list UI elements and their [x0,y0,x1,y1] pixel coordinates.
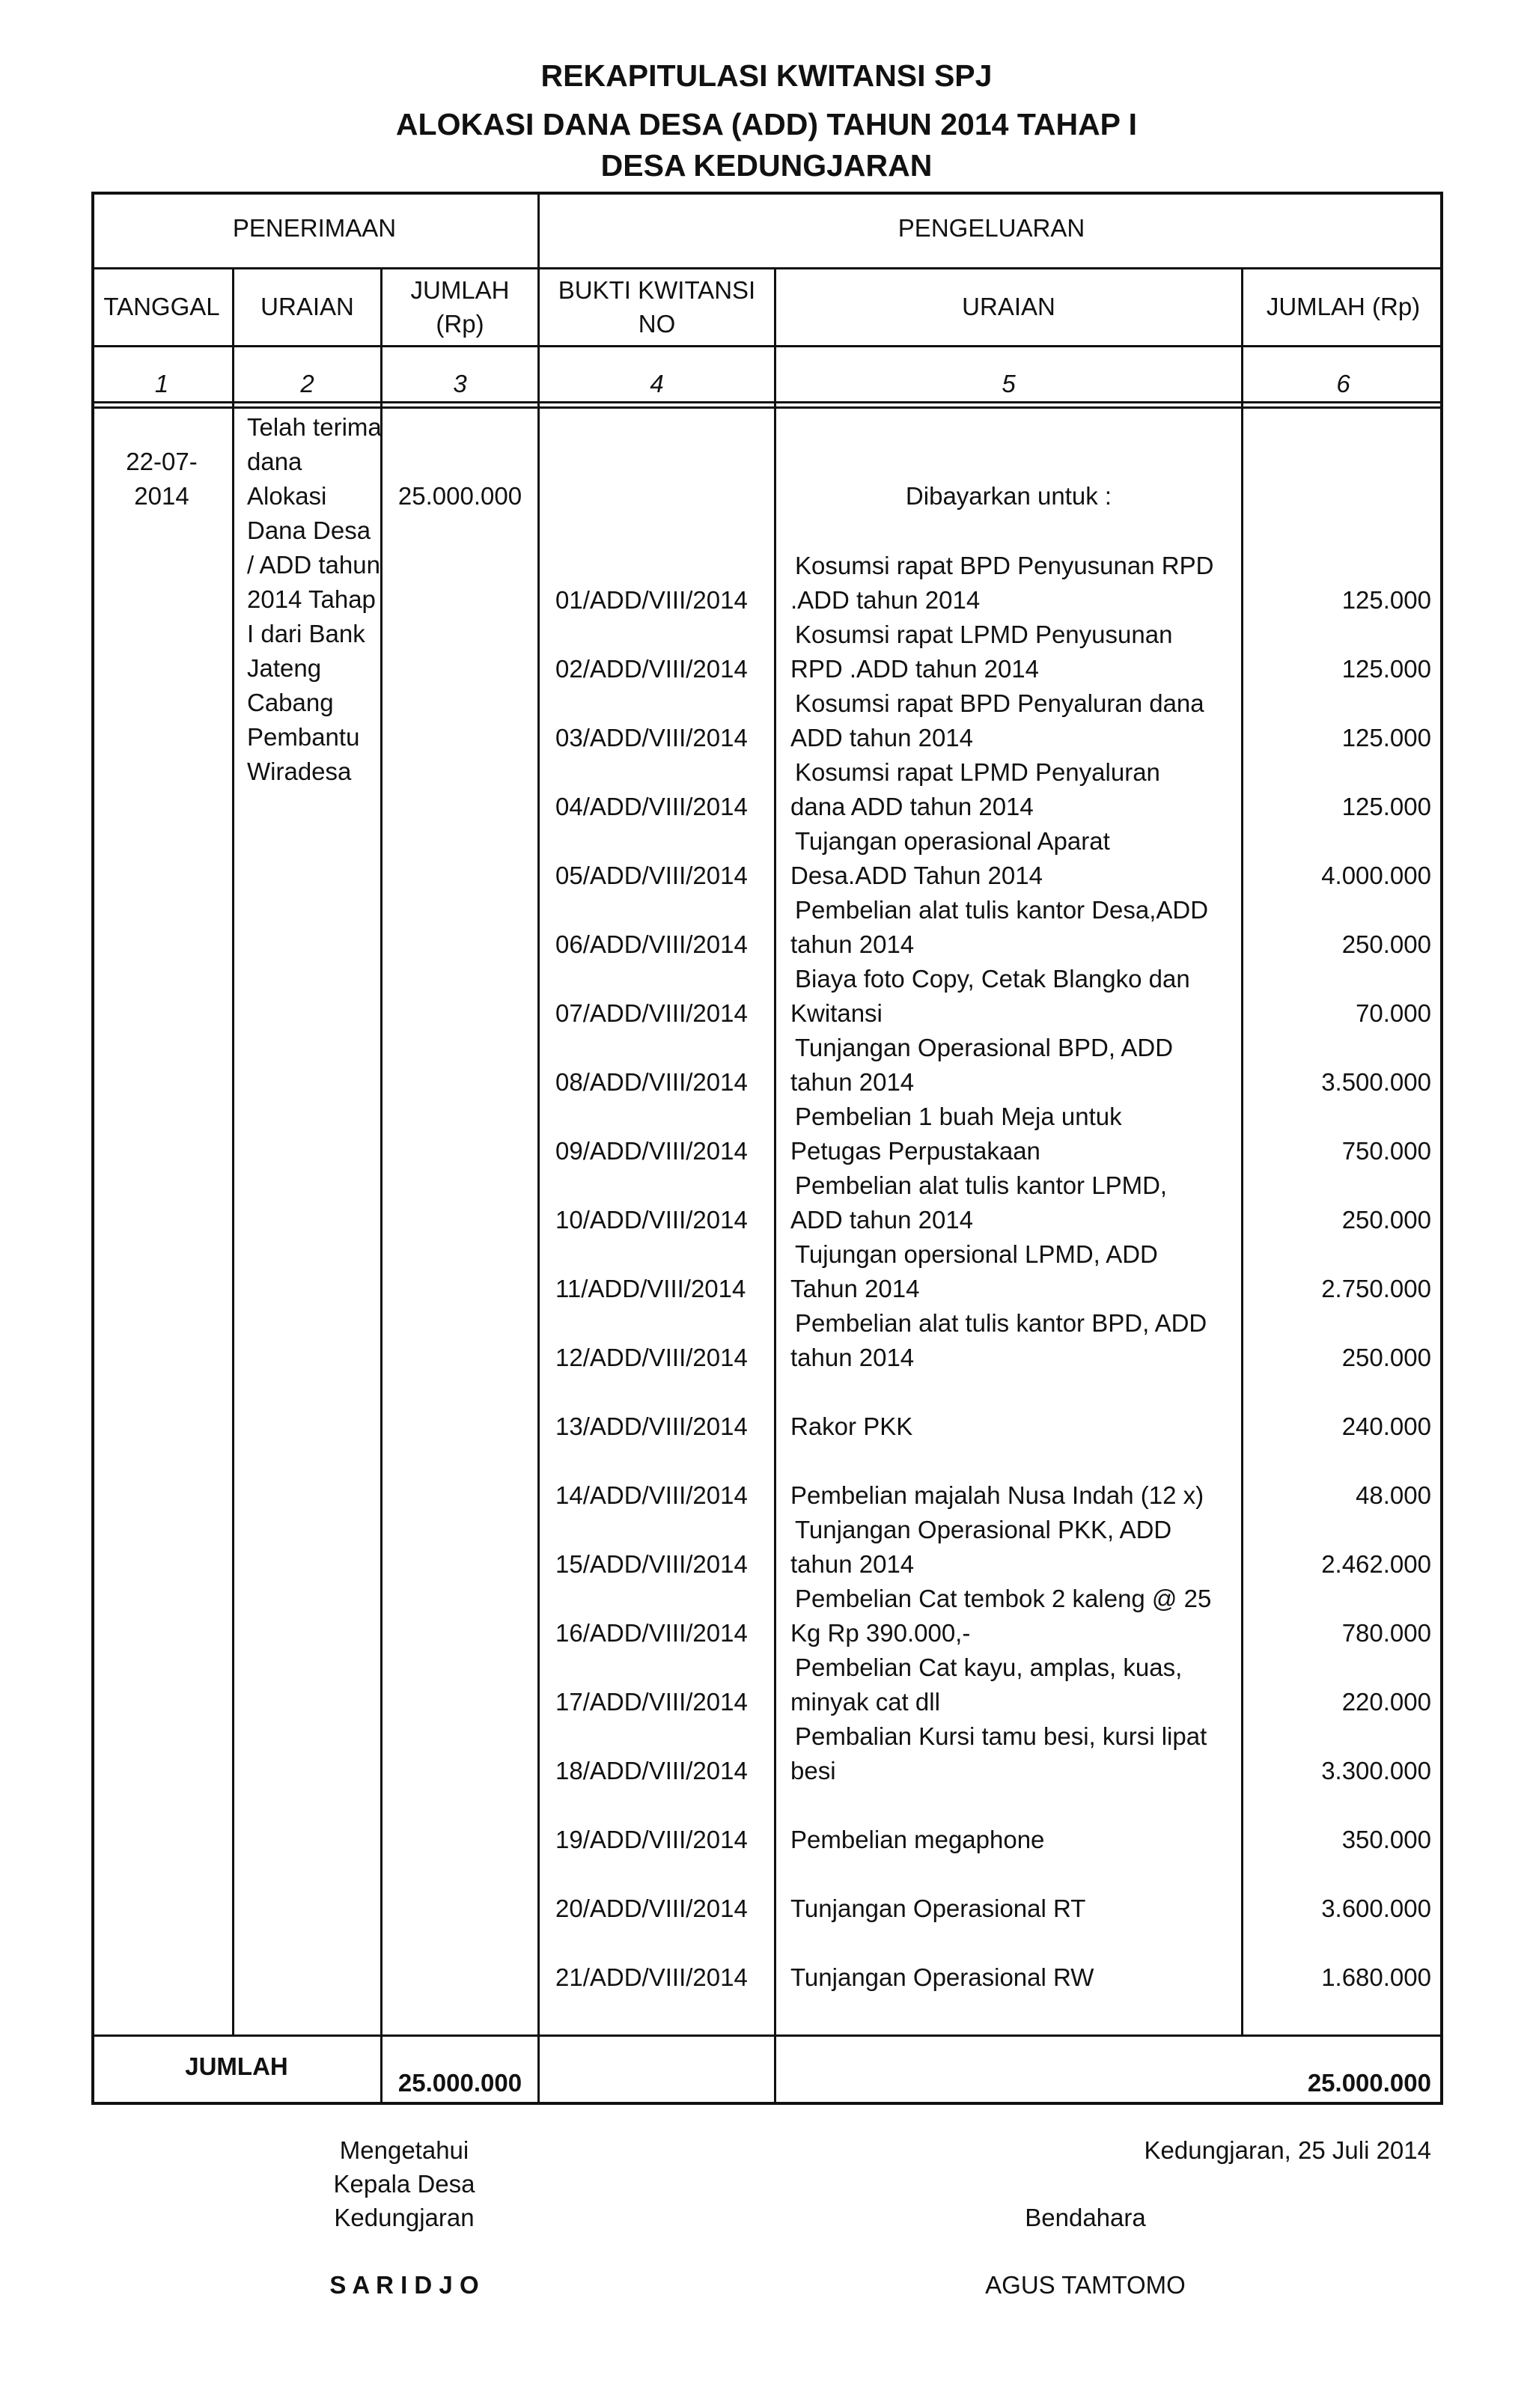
expense-amount: 350.000 [1341,1826,1431,1853]
signature-village: Kedungjaran [334,2204,475,2231]
signature-acknowledged: Mengetahui [339,2136,469,2164]
total-label: JUMLAH [185,2052,288,2080]
column-number: 5 [1002,370,1016,397]
receipt-number: 04/ADD/VIII/2014 [555,793,748,820]
signature-place-date: Kedungjaran, 25 Juli 2014 [1144,2136,1431,2164]
header-tanggal: TANGGAL [103,293,220,320]
expense-amount: 2.462.000 [1321,1550,1431,1578]
expense-description-line1: Tujungan opersional LPMD, ADD [795,1240,1158,1268]
total-penerimaan: 25.000.000 [397,2069,522,2097]
expense-amount: 1.680.000 [1321,1963,1431,1991]
expense-amount: 4.000.000 [1321,862,1431,889]
receipt-amount: 25.000.000 [397,482,522,510]
expense-description-line1: Pembelian 1 buah Meja untuk [795,1103,1122,1130]
expense-amount: 2.750.000 [1321,1275,1431,1302]
expense-description-line2: ADD tahun 2014 [790,724,974,752]
expense-description-line2: Pembelian majalah Nusa Indah (12 x) [790,1481,1204,1509]
expense-description-line1: Kosumsi rapat BPD Penyusunan RPD [795,552,1214,579]
expense-amount: 3.500.000 [1321,1068,1431,1096]
expense-description-line1: Pembelian alat tulis kantor Desa,ADD [795,896,1209,924]
signature-treasurer-name: AGUS TAMTOMO [985,2271,1186,2299]
expense-amount: 250.000 [1341,930,1431,958]
expense-description-line2: minyak cat dll [790,1688,940,1716]
expense-amount: 3.300.000 [1321,1757,1431,1784]
expense-description-line1: Biaya foto Copy, Cetak Blangko dan [795,965,1190,993]
expense-description-line2: Desa.ADD Tahun 2014 [790,862,1043,889]
expense-description-line2: Kwitansi [790,999,883,1027]
expense-amount: 750.000 [1341,1137,1431,1165]
column-number: 3 [453,370,467,397]
expense-amount: 3.600.000 [1321,1895,1431,1922]
header-penerimaan: PENERIMAAN [232,214,397,242]
document-subtitle: ALOKASI DANA DESA (ADD) TAHUN 2014 TAHAP I [395,107,1138,141]
expense-description-line2: Tunjangan Operasional RW [790,1963,1094,1991]
signature-village-head-title: Kepala Desa [333,2170,475,2198]
receipt-number: 16/ADD/VIII/2014 [555,1619,748,1647]
receipt-number: 06/ADD/VIII/2014 [555,930,748,958]
header-jumlah-in-unit: (Rp) [436,310,484,338]
receipt-number: 18/ADD/VIII/2014 [555,1757,748,1784]
expense-amount: 70.000 [1356,999,1431,1027]
expense-description-line2: Kg Rp 390.000,- [790,1619,971,1647]
receipt-date-year: 2014 [134,482,189,510]
expense-description-line1: Pembelian Cat kayu, amplas, kuas, [795,1653,1183,1681]
receipt-number: 19/ADD/VIII/2014 [555,1826,748,1853]
total-pengeluaran: 25.000.000 [1307,2069,1431,2097]
expense-amount: 48.000 [1356,1481,1431,1509]
receipt-date: 22-07- [126,448,198,475]
column-number: 1 [154,370,169,397]
expense-amount: 125.000 [1341,724,1431,752]
header-jumlah-out: JUMLAH (Rp) [1266,293,1421,320]
expense-description-line2: Pembelian megaphone [790,1826,1045,1853]
header-jumlah-in: JUMLAH [410,276,510,304]
expense-amount: 220.000 [1341,1688,1431,1716]
expense-description-line2: Rakor PKK [790,1412,913,1440]
col-divider-bukti [774,267,776,2105]
signature-treasurer-title: Bendahara [1025,2204,1146,2231]
receipt-number: 05/ADD/VIII/2014 [555,862,748,889]
expense-description-line2: dana ADD tahun 2014 [790,793,1034,820]
expense-description-line1: Kosumsi rapat BPD Penyaluran dana [795,689,1204,717]
expense-description-line1: Pembelian alat tulis kantor LPMD, [795,1171,1168,1199]
header-uraian-out: URAIAN [962,293,1055,320]
receipt-number: 09/ADD/VIII/2014 [555,1137,748,1165]
expense-description-line2: Tahun 2014 [790,1275,920,1302]
expense-amount: 125.000 [1341,586,1431,614]
col-divider-tanggal [232,267,234,2035]
expense-description-line1: Pembalian Kursi tamu besi, kursi lipat [795,1722,1207,1750]
expense-description-line1: Kosumsi rapat LPMD Penyaluran [795,758,1160,786]
expense-description-line2: RPD .ADD tahun 2014 [790,655,1040,683]
header-pengeluaran: PENGELUARAN [897,214,1085,242]
receipt-description: Telah terima dana Alokasi Dana Desa / ADD tahun 2014 Tahap I dari Bank Jateng Cabang Pembantu Wiradesa [247,413,382,785]
receipt-number: 12/ADD/VIII/2014 [555,1344,748,1371]
expense-description-line1: Kosumsi rapat LPMD Penyusunan [795,621,1173,648]
expense-amount: 125.000 [1341,793,1431,820]
receipt-number: 21/ADD/VIII/2014 [555,1963,748,1991]
expense-intro: Dibayarkan untuk : [905,482,1112,510]
expense-description-line1: Tujangan operasional Aparat [795,827,1110,855]
expense-amount: 780.000 [1341,1619,1431,1647]
receipt-number: 17/ADD/VIII/2014 [555,1688,748,1716]
column-number: 6 [1336,370,1350,397]
receipt-number: 03/ADD/VIII/2014 [555,724,748,752]
expense-amount: 125.000 [1341,655,1431,683]
expense-description-line1: Tunjangan Operasional BPD, ADD [795,1034,1174,1061]
expense-description-line2: ADD tahun 2014 [790,1206,974,1234]
expense-description-line1: Pembelian Cat tembok 2 kaleng @ 25 [795,1585,1212,1612]
village-name: DESA KEDUNGJARAN [600,148,933,183]
expense-description-line2: tahun 2014 [790,1344,915,1371]
receipt-number: 07/ADD/VIII/2014 [555,999,748,1027]
receipt-number: 02/ADD/VIII/2014 [555,655,748,683]
receipt-number: 14/ADD/VIII/2014 [555,1481,748,1509]
expense-amount: 240.000 [1341,1412,1431,1440]
expense-description-line2: Tunjangan Operasional RT [790,1895,1086,1922]
expense-amount: 250.000 [1341,1206,1431,1234]
receipt-number: 01/ADD/VIII/2014 [555,586,748,614]
receipt-number: 13/ADD/VIII/2014 [555,1412,748,1440]
header-uraian-in: URAIAN [260,293,354,320]
expense-description-line2: Petugas Perpustakaan [790,1137,1040,1165]
receipt-number: 10/ADD/VIII/2014 [555,1206,748,1234]
expense-description-line1: Tunjangan Operasional PKK, ADD [795,1516,1172,1543]
receipt-number: 11/ADD/VIII/2014 [555,1275,746,1302]
receipt-number: 20/ADD/VIII/2014 [555,1895,748,1922]
expense-amount: 250.000 [1341,1344,1431,1371]
expense-description-line2: .ADD tahun 2014 [790,586,981,614]
header-bukti: BUKTI KWITANSI [558,276,756,304]
document-title: REKAPITULASI KWITANSI SPJ [540,58,993,93]
col-divider-penerimaan [537,192,540,2105]
expense-description-line2: tahun 2014 [790,1068,915,1096]
receipt-number: 08/ADD/VIII/2014 [555,1068,748,1096]
column-number: 4 [650,370,664,397]
signature-village-head-name: S A R I D J O [329,2271,479,2299]
expense-description-line2: besi [790,1757,836,1784]
expense-description-line2: tahun 2014 [790,930,915,958]
header-bukti-no: NO [638,310,676,338]
receipt-number: 15/ADD/VIII/2014 [555,1550,748,1578]
expense-description-line1: Pembelian alat tulis kantor BPD, ADD [795,1309,1207,1337]
expense-description-line2: tahun 2014 [790,1550,915,1578]
column-number: 2 [300,370,314,397]
